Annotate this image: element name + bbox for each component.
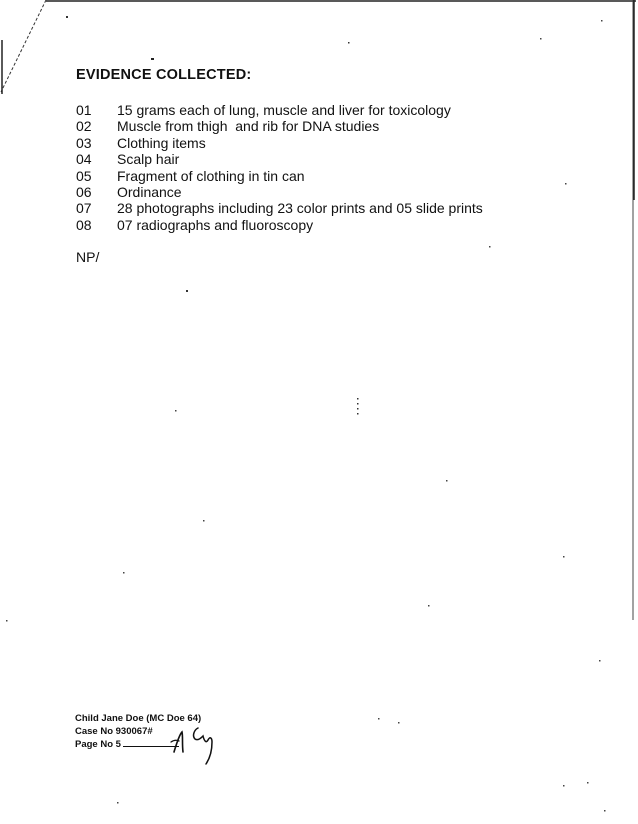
item-text: 07 radiographs and fluoroscopy bbox=[117, 216, 314, 233]
list-item bbox=[76, 168, 483, 184]
list-item bbox=[76, 217, 483, 233]
item-number: 02 bbox=[76, 118, 92, 135]
item-number: 03 bbox=[76, 134, 92, 151]
case-number: Case No 930067# bbox=[75, 726, 153, 737]
item-number: 01 bbox=[76, 102, 92, 118]
list-item bbox=[76, 200, 483, 216]
item-number: 08 bbox=[76, 216, 92, 233]
list-item bbox=[76, 135, 483, 151]
item-text: Ordinance bbox=[117, 183, 182, 200]
item-number: 06 bbox=[76, 183, 92, 200]
list-item bbox=[76, 184, 483, 200]
item-text: 15 grams each of lung, muscle and liver for toxicology bbox=[117, 102, 451, 118]
item-number: 07 bbox=[76, 200, 92, 217]
list-item bbox=[76, 102, 483, 118]
item-text: Fragment of clothing in tin can bbox=[117, 167, 305, 184]
handwritten-signature bbox=[168, 722, 224, 766]
author-initials: NP/ bbox=[76, 249, 100, 265]
list-item bbox=[76, 118, 483, 134]
item-text: 28 photographs including 23 color prints and 05 slide prints bbox=[117, 200, 483, 217]
item-number: 04 bbox=[76, 151, 92, 168]
case-name: Child Jane Doe (MC Doe 64) bbox=[75, 713, 202, 724]
list-item bbox=[76, 151, 483, 167]
item-text: Clothing items bbox=[117, 134, 206, 151]
item-number: 05 bbox=[76, 167, 92, 184]
item-text: Muscle from thigh and rib for DNA studies bbox=[117, 118, 380, 135]
evidence-heading: EVIDENCE COLLECTED: bbox=[76, 67, 252, 83]
evidence-list bbox=[76, 102, 483, 233]
page-number: Page No 5 bbox=[75, 739, 121, 750]
item-text: Scalp hair bbox=[117, 151, 180, 168]
